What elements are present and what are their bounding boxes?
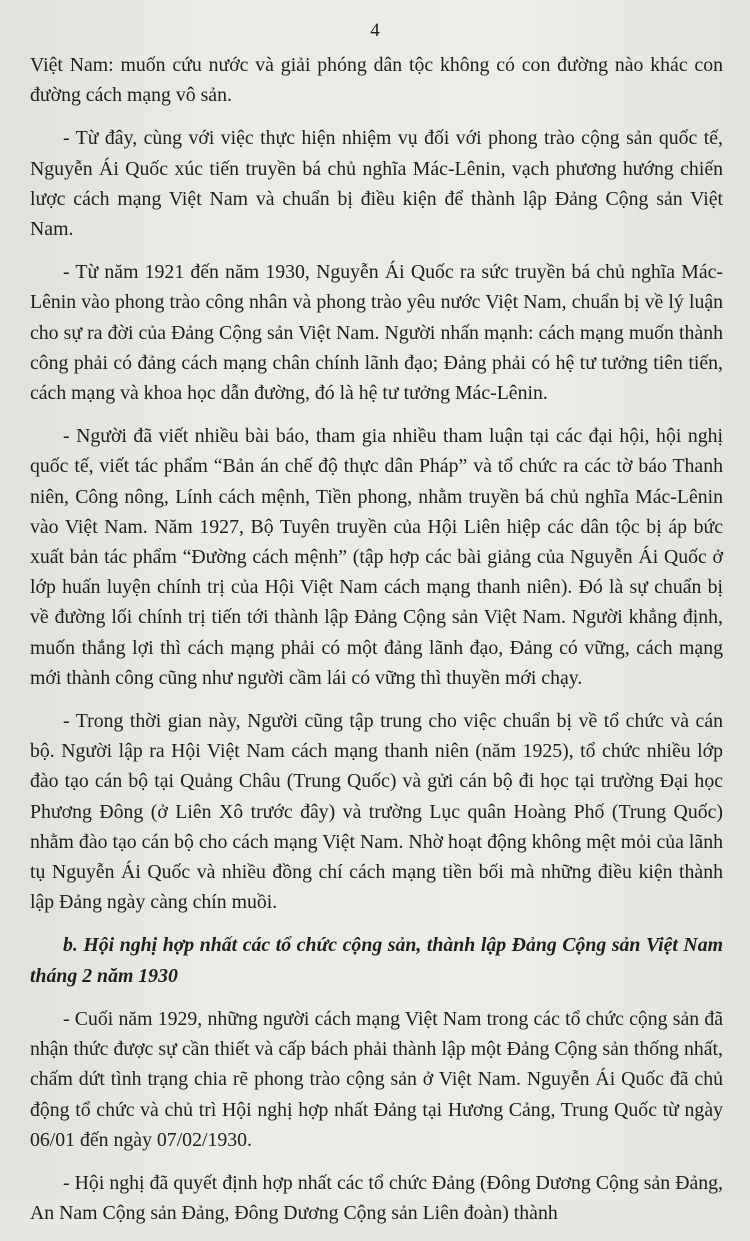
- paragraph-newspapers: - Người đã viết nhiều bài báo, tham gia nhiều tham luận tại các đại hội, hội nghị quốc tế, viết tác phẩm “Bản án chế độ thực dân Pháp” và tổ chức ra các tờ báo Thanh niên, Công nông, Lính cách mệnh, Tiền phong, nhằm truyền bá chủ nghĩa Mác-Lênin vào Việt Nam. Năm 1927, Bộ Tuyên truyền của Hội Liên hiệp các dân tộc bị áp bức xuất bản tác phẩm “Đường cách mệnh” (tập hợp các bài giảng của Nguyễn Ái Quốc ở lớp huấn luyện chính trị của Hội Việt Nam cách mạng thanh niên). Đó là sự chuẩn bị về đường lối chính trị tiến tới thành lập Đảng Cộng sản Việt Nam. Người khẳng định, muốn thắng lợi thì cách mạng phải có một đảng lãnh đạo, Đảng có vững, cách mạng mới thành công cũng như người cầm lái có vững thì thuyền mới chạy.: [30, 425, 723, 689]
- paragraph-1921-1930: - Từ năm 1921 đến năm 1930, Nguyễn Ái Quốc ra sức truyền bá chủ nghĩa Mác-Lênin vào phong trào công nhân và phong trào yêu nước Việt Nam, chuẩn bị về lý luận cho sự ra đời của Đảng Cộng sản Việt Nam. Người nhấn mạnh: cách mạng muốn thành công phải có đảng cách mạng chân chính lãnh đạo; Đảng phải có hệ tư tưởng tiên tiến, cách mạng và khoa học dẫn đường, đó là hệ tư tưởng Mác-Lênin.: [30, 261, 723, 405]
- section-heading: b. Hội nghị hợp nhất các tổ chức cộng sản, thành lập Đảng Cộng sản Việt Nam tháng 2 năm 1930: [30, 934, 723, 987]
- paragraph-conference: - Hội nghị đã quyết định hợp nhất các tổ chức Đảng (Đông Dương Cộng sản Đảng, An Nam Cộng sản Đảng, Đông Dương Cộng sản Liên đoàn) thành: [30, 1171, 723, 1225]
- paragraph-continuation: Việt Nam: muốn cứu nước và giải phóng dân tộc không có con đường nào khác con đường cách mạng vô sản.: [30, 54, 723, 107]
- page-number: 4: [370, 20, 380, 41]
- paragraph-propaganda: - Từ đây, cùng với việc thực hiện nhiệm vụ đối với phong trào cộng sản quốc tế, Nguyễn Ái Quốc xúc tiến truyền bá chủ nghĩa Mác-Lênin, vạch phương hướng chiến lược cách mạng Việt Nam và chuẩn bị điều kiện để thành lập Đảng Cộng sản Việt Nam.: [30, 127, 723, 241]
- paragraph-1929: - Cuối năm 1929, những người cách mạng Việt Nam trong các tổ chức cộng sản đã nhận thức được sự cần thiết và cấp bách phải thành lập một Đảng Cộng sản thống nhất, chấm dứt tình trạng chia rẽ phong trào cộng sản ở Việt Nam. Nguyễn Ái Quốc đã chủ động tổ chức và chủ trì Hội nghị hợp nhất Đảng tại Hương Cảng, Trung Quốc từ ngày 06/01 đến ngày 07/02/1930.: [30, 1007, 723, 1151]
- paragraph-organization: - Trong thời gian này, Người cũng tập trung cho việc chuẩn bị về tổ chức và cán bộ. Người lập ra Hội Việt Nam cách mạng thanh niên (năm 1925), tổ chức nhiều lớp đào tạo cán bộ tại Quảng Châu (Trung Quốc) và gửi cán bộ đi học tại trường Đại học Phương Đông (ở Liên Xô trước đây) và trường Lục quân Hoàng Phố (Trung Quốc) nhằm đào tạo cán bộ cho cách mạng Việt Nam. Nhờ hoạt động không mệt mỏi của lãnh tụ Nguyễn Ái Quốc và nhiều đồng chí cách mạng tiền bối mà những điều kiện thành lập Đảng ngày càng chín muồi.: [30, 710, 723, 914]
- body-text: [30, 50, 723, 1241]
